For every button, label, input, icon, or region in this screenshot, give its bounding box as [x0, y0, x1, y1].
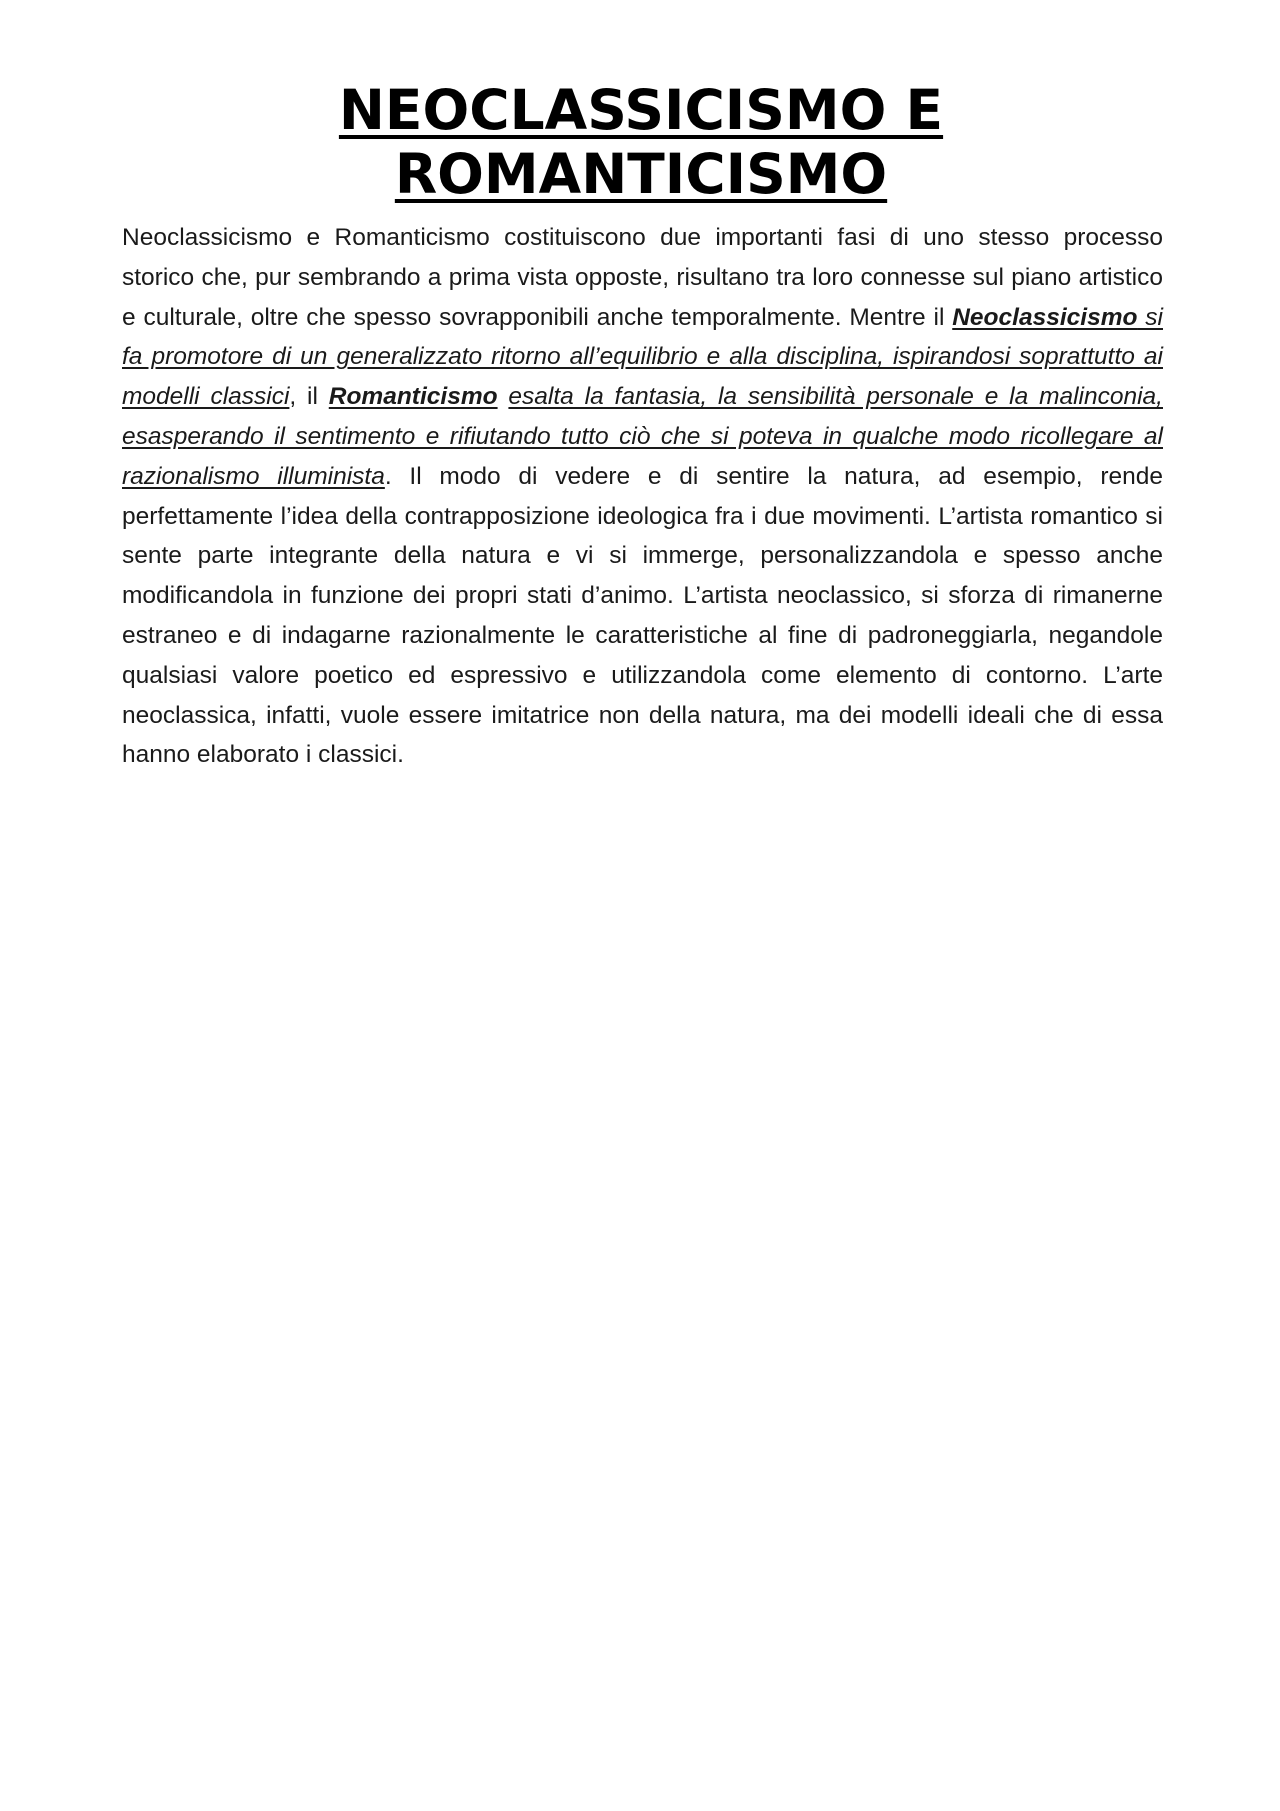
- paragraph-text-space: [498, 383, 509, 410]
- paragraph-text-intro: Neoclassicismo e Romanticismo costituiscono due importanti fasi di uno stesso processo storico che, pur sembrando a prima vista opposte, risultano tra loro connesse sul piano artistico e culturale, oltre che spesso sovrapponibili anche temporalmente. Mentre il: [122, 224, 1163, 331]
- romanticismo-phrase: esalta la fantasia, la sensibilità personale e la malinconia, esasperando il sentimento e rifiutando tutto ciò che si poteva in qualche modo ricollegare al razionalismo illuminista: [122, 383, 1163, 490]
- term-neoclassicismo: Neoclassicismo: [952, 303, 1138, 331]
- neoclassicismo-phrase: si fa promotore di un generalizzato ritorno all’equilibrio e alla disciplina, ispirandosi soprattutto ai modelli classici: [122, 303, 1163, 411]
- paragraph-text-rest: . Il modo di vedere e di sentire la natura, ad esempio, rende perfettamente l’idea della contrapposizione ideologica fra i due movimenti. L’artista romantico si sente parte integrante della natura e vi si immerge, personalizzandola e spesso anche modificandola in funzione dei propri stati d’animo. L’artista neoclassico, si sforza di rimanerne estraneo e di indagarne razionalmente le caratteristiche al fine di padroneggiarla, negandole qualsiasi valore poetico ed espressivo e utilizzandola come elemento di contorno. L’arte neoclassica, infatti, vuole essere imitatrice non della natura, ma dei modelli ideali che di essa hanno elaborato i classici.: [122, 462, 1164, 769]
- paragraph-text-connector: , il: [289, 383, 329, 411]
- term-romanticismo: Romanticismo: [328, 383, 498, 411]
- page-title: NEOCLASSICISMO E ROMANTICISMO: [338, 78, 944, 206]
- body-paragraph: [122, 218, 1163, 775]
